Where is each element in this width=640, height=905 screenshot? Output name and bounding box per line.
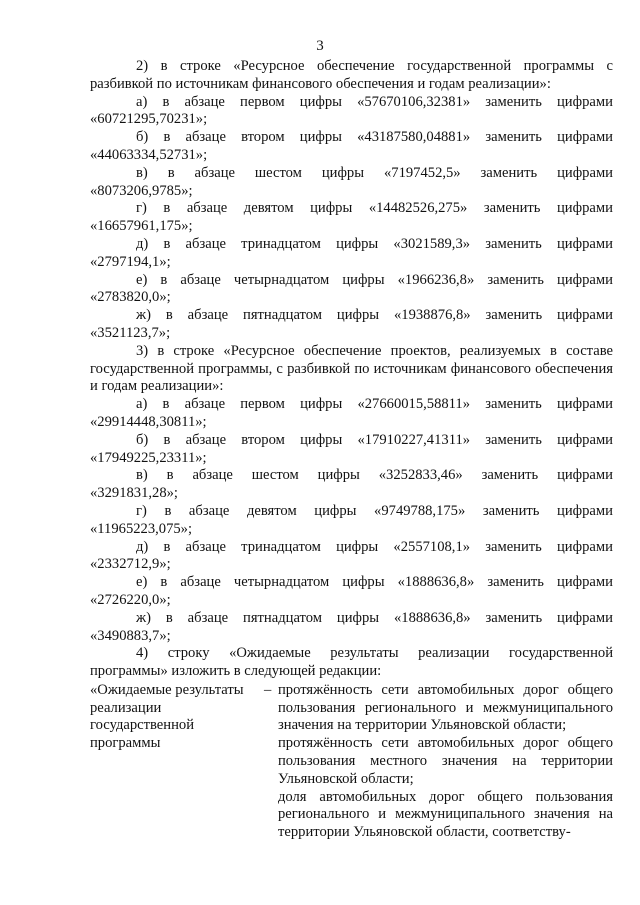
- list-item-continuation: «3521123,7»;: [90, 324, 171, 341]
- list-item-word: заменить: [487, 271, 544, 288]
- list-item-word: цифрами: [557, 502, 613, 519]
- list-item-word: абзаце: [185, 129, 226, 146]
- list-item-word: абзаце: [185, 235, 226, 252]
- results-item: протяжённость сети автомобильных дорог общего пользования местного значения на территории Ульяновской области;: [278, 735, 613, 787]
- list-item-word: «3252833,46»: [378, 467, 463, 484]
- list-item-word: цифры: [342, 271, 385, 288]
- list-item-word: заменить: [485, 307, 543, 324]
- list-item-word: цифрами: [557, 200, 613, 217]
- list-item-word: абзаце: [187, 609, 229, 626]
- list-item-word: цифры: [300, 431, 343, 448]
- list-item-word: заменить: [485, 93, 542, 110]
- list-item-continuation: «2797194,1»;: [90, 253, 171, 270]
- list-item-word: цифры: [299, 129, 342, 146]
- list-item-word: цифрами: [557, 235, 613, 252]
- list-item-line: [136, 307, 613, 325]
- list-item-word: в: [163, 235, 171, 252]
- list-item-word: е): [136, 271, 148, 288]
- list-item-word: «57670106,32381»: [357, 93, 471, 110]
- list-item-line: [136, 94, 613, 112]
- list-item-word: г): [136, 200, 147, 217]
- list-item-word: абзаце: [185, 431, 227, 448]
- list-item-continuation: «3291831,28»;: [90, 485, 178, 502]
- list-item-word: цифры: [300, 396, 343, 413]
- list-item-word: заменить: [485, 538, 542, 555]
- list-item-word: «2557108,1»: [393, 538, 471, 555]
- list-item-line: [136, 200, 613, 218]
- list-item-word: б): [136, 431, 149, 448]
- list-item-continuation: «16657961,175»;: [90, 218, 193, 235]
- list-item-word: в: [167, 164, 175, 181]
- list-item-word: цифрами: [557, 93, 613, 110]
- list-item-word: заменить: [485, 129, 542, 146]
- list-item-word: «43187580,04881»: [357, 129, 471, 146]
- results-item: протяжённость сети автомобильных дорог общего пользования регионального и межмуниципального значения на территории Ульяновской области;: [278, 681, 613, 734]
- list-item-line: [136, 610, 613, 628]
- list-item-word: «1966236,8»: [397, 271, 475, 288]
- list-item-line: [136, 236, 613, 254]
- list-item-word: цифрами: [557, 467, 613, 484]
- list-item-word: абзаце: [192, 467, 233, 484]
- list-item-word: «1938876,8»: [393, 307, 471, 324]
- list-item-word: цифрами: [557, 396, 613, 413]
- list-item-word: в: [163, 200, 171, 217]
- list-item-word: первом: [240, 396, 285, 413]
- list-item-word: абзаце: [184, 93, 225, 110]
- list-item-word: заменить: [481, 467, 539, 484]
- list-item-word: абзаце: [194, 164, 235, 181]
- list-item-word: в: [163, 538, 171, 555]
- list-item-word: «1888636,8»: [397, 574, 475, 591]
- list-item-word: цифрами: [557, 164, 613, 181]
- list-item-word: цифры: [310, 200, 353, 217]
- list-item-word: в: [162, 93, 170, 110]
- list-item-word: цифры: [336, 609, 380, 626]
- list-item-word: заменить: [483, 200, 541, 217]
- list-item-word: в: [165, 609, 173, 626]
- list-item-word: цифры: [314, 502, 357, 519]
- list-item-word: первом: [240, 93, 285, 110]
- list-item-line: [136, 467, 613, 485]
- results-table: [90, 682, 613, 842]
- list-item-line: [136, 396, 613, 414]
- results-item: доля автомобильных дорог общего пользования регионального и межмуниципального значения на территории Ульяновской области, соответству-: [278, 788, 613, 841]
- list-item-word: четырнадцатом: [233, 574, 330, 591]
- list-item-word: абзаце: [184, 396, 226, 413]
- list-item-word: абзаце: [180, 271, 221, 288]
- list-item-word: цифрами: [557, 431, 613, 448]
- list-item-word: г): [136, 502, 147, 519]
- list-item-word: абзаце: [185, 538, 226, 555]
- list-item-continuation: «11965223,075»;: [90, 520, 193, 537]
- list-item-word: четырнадцатом: [233, 271, 330, 288]
- item2-list: [90, 94, 613, 343]
- list-item-word: в: [163, 431, 171, 448]
- list-item-word: д): [136, 235, 149, 252]
- list-item-word: ж): [136, 307, 151, 324]
- list-item-word: цифрами: [557, 271, 613, 288]
- list-item-word: в: [166, 467, 174, 484]
- item4-intro: 4) строку «Ожидаемые результаты реализации государственной программы» изложить в следующей редакции:: [90, 645, 613, 680]
- list-item-line: [136, 272, 613, 290]
- list-item-word: в): [136, 164, 148, 181]
- list-item-word: б): [136, 129, 149, 146]
- list-item-word: «9749788,175»: [374, 502, 466, 519]
- item2-intro: 2) в строке «Ресурсное обеспечение государственной программы с разбивкой по источникам финансового обеспечения и годам реализации»:: [90, 58, 613, 92]
- list-item-word: пятнадцатом: [243, 307, 322, 324]
- list-item-word: цифрами: [557, 129, 613, 146]
- list-item-word: «17910227,41311»: [357, 431, 471, 448]
- list-item-word: втором: [241, 129, 285, 146]
- list-item-word: цифрами: [557, 574, 613, 591]
- list-item-word: д): [136, 538, 149, 555]
- list-item-line: [136, 503, 613, 521]
- list-item-word: цифрами: [557, 609, 613, 626]
- list-item-word: е): [136, 574, 148, 591]
- list-item-word: абзаце: [186, 200, 228, 217]
- list-item-continuation: «44063334,52731»;: [90, 146, 208, 163]
- list-item-word: тринадцатом: [241, 235, 321, 252]
- list-item-word: цифрами: [557, 307, 613, 324]
- list-item-word: заменить: [482, 502, 540, 519]
- list-item-word: а): [136, 93, 148, 110]
- list-item-word: в: [160, 574, 168, 591]
- list-item-continuation: «8073206,9785»;: [90, 182, 193, 199]
- list-item-word: пятнадцатом: [243, 609, 322, 626]
- list-item-word: цифры: [336, 307, 380, 324]
- list-item-word: заменить: [485, 396, 542, 413]
- list-item-word: заменить: [487, 574, 544, 591]
- list-item-line: [136, 165, 613, 183]
- results-items: [278, 682, 613, 842]
- list-item-word: шестом: [254, 164, 302, 181]
- list-item-word: цифры: [299, 93, 342, 110]
- results-label: «Ожидаемые результаты реализации государственной программы: [90, 681, 244, 752]
- list-item-line: [136, 574, 613, 592]
- list-item-word: тринадцатом: [241, 538, 321, 555]
- list-item-word: цифры: [317, 467, 360, 484]
- list-item-word: в: [164, 502, 172, 519]
- list-item-word: цифры: [321, 164, 365, 181]
- document-body: [90, 58, 613, 842]
- page-number: 3: [316, 38, 324, 54]
- list-item-line: [136, 539, 613, 557]
- list-item-continuation: «60721295,70231»;: [90, 111, 208, 128]
- list-item-word: цифры: [336, 235, 379, 252]
- list-item-word: цифрами: [557, 538, 613, 555]
- list-item-word: абзаце: [180, 574, 221, 591]
- list-item-line: [136, 129, 613, 147]
- list-item-continuation: «2332712,9»;: [90, 556, 171, 573]
- list-item-word: абзаце: [188, 502, 230, 519]
- results-dash: –: [264, 681, 272, 698]
- list-item-continuation: «2726220,0»;: [90, 591, 171, 608]
- list-item-word: «1888636,8»: [393, 609, 471, 626]
- list-item-word: заменить: [485, 235, 542, 252]
- list-item-word: цифры: [342, 574, 385, 591]
- list-item-word: «7197452,5»: [383, 164, 461, 181]
- list-item-word: в: [162, 396, 170, 413]
- list-item-word: шестом: [251, 467, 299, 484]
- list-item-continuation: «29914448,30811»;: [90, 413, 207, 430]
- list-item-word: в: [163, 129, 171, 146]
- list-item-continuation: «17949225,23311»;: [90, 449, 207, 466]
- list-item-continuation: «3490883,7»;: [90, 627, 171, 644]
- list-item-word: «3021589,3»: [393, 235, 471, 252]
- list-item-word: заменить: [485, 431, 542, 448]
- list-item-word: а): [136, 396, 148, 413]
- list-item-word: в): [136, 467, 148, 484]
- list-item-word: заменить: [485, 609, 543, 626]
- list-item-word: заменить: [480, 164, 538, 181]
- list-item-word: абзаце: [187, 307, 229, 324]
- list-item-word: «14482526,275»: [368, 200, 468, 217]
- list-item-word: девятом: [246, 502, 297, 519]
- list-item-continuation: «2783820,0»;: [90, 289, 171, 306]
- list-item-line: [136, 432, 613, 450]
- list-item-word: втором: [241, 431, 285, 448]
- list-item-word: девятом: [243, 200, 294, 217]
- list-item-word: в: [165, 307, 173, 324]
- list-item-word: в: [160, 271, 168, 288]
- item3-intro: 3) в строке «Ресурсное обеспечение проектов, реализуемых в составе государственной программы, с разбивкой по источникам финансового обеспечения и годам реализации»:: [90, 342, 613, 395]
- item3-list: [90, 396, 613, 645]
- list-item-word: ж): [136, 609, 151, 626]
- list-item-word: «27660015,58811»: [357, 396, 471, 413]
- list-item-word: цифры: [336, 538, 379, 555]
